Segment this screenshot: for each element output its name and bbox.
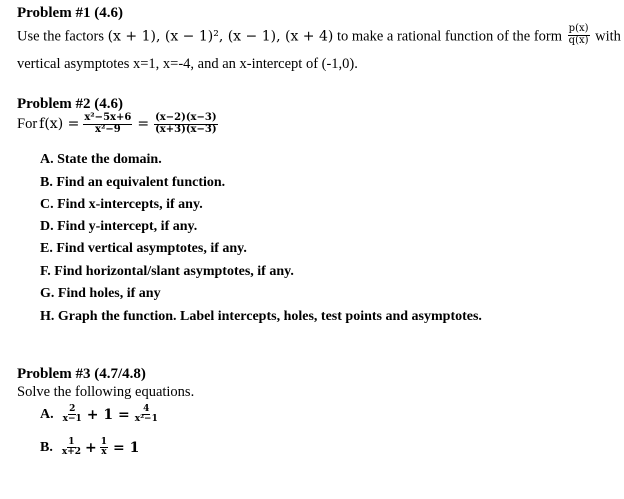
problem1-title: Problem #1 (4.6) (17, 5, 123, 21)
equation-b-end: = 1 (113, 439, 140, 456)
equation-b-fraction-2 (100, 438, 108, 458)
eq-a-f1-numerator: 2 (69, 404, 76, 414)
problem2-item-f: F. Find horizontal/slant asymptotes, if any. (40, 264, 294, 279)
problem3-subtitle: Solve the following equations. (17, 384, 195, 400)
equation-b (40, 438, 139, 458)
problem1-form-fraction (568, 24, 590, 46)
fraction-2-numerator: (x−2)(x−3) (155, 112, 217, 123)
problem2-item-b: B. Find an equivalent function. (40, 175, 226, 190)
problem2-item-g: G. Find holes, if any (40, 286, 161, 301)
eq-a-f1-denominator: x−1 (62, 414, 82, 425)
equation-a-fraction-2 (134, 405, 159, 425)
equals-sign: = (137, 116, 150, 132)
equation-a-mid: + 1 = (86, 406, 130, 423)
problem1-line1-end: with (591, 28, 621, 45)
eq-b-f1-denominator: x+2 (61, 447, 82, 458)
problem1-line1-mid: to make a rational function of the form (333, 28, 566, 45)
fraction-1-numerator: x²−5x+6 (84, 112, 132, 123)
equation-a-fraction-1 (62, 405, 83, 425)
function-fraction-1 (83, 113, 132, 135)
fraction-1-denominator: x²−9 (94, 123, 121, 135)
f-label: f(x) = (39, 116, 80, 132)
problem1-line1 (17, 23, 621, 48)
eq-b-f2-denominator: x (101, 447, 107, 458)
problem2-item-e: E. Find vertical asymptotes, if any. (40, 241, 247, 256)
problem3-title: Problem #3 (4.7/4.8) (17, 366, 146, 382)
equation-b-plus: + (85, 439, 97, 456)
fraction-2-denominator: (x+3)(x−3) (155, 123, 217, 135)
eq-b-f2-numerator: 1 (100, 437, 108, 447)
problem1-line2: vertical asymptotes x=1, x=-4, and an x-intercept of (-1,0). (17, 56, 358, 72)
form-denominator: q(x) (568, 34, 589, 46)
problem2-item-h: H. Graph the function. Label intercepts, holes, test points and asymptotes. (40, 309, 482, 324)
problem2-item-a: A. State the domain. (40, 152, 162, 167)
problem2-function (17, 113, 220, 135)
equation-a (40, 405, 161, 425)
eq-a-f2-numerator: 4 (143, 404, 150, 414)
form-numerator: p(x) (568, 23, 589, 34)
problem1-line1-start: Use the factors (17, 28, 108, 45)
problem1-factors: (x + 1), (x − 1)², (x − 1), (x + 4) (107, 28, 334, 45)
eq-a-f2-denominator: x²−1 (134, 414, 158, 425)
equation-a-label: A. (40, 406, 54, 422)
problem2-title: Problem #2 (4.6) (17, 96, 123, 112)
problem2-item-d: D. Find y-intercept, if any. (40, 219, 198, 234)
eq-b-f1-numerator: 1 (68, 437, 75, 447)
problem2-item-c: C. Find x-intercepts, if any. (40, 197, 203, 212)
for-text: For (17, 115, 38, 132)
function-fraction-2 (154, 113, 218, 135)
equation-b-label: B. (40, 439, 53, 455)
equation-b-fraction-1 (61, 438, 82, 458)
